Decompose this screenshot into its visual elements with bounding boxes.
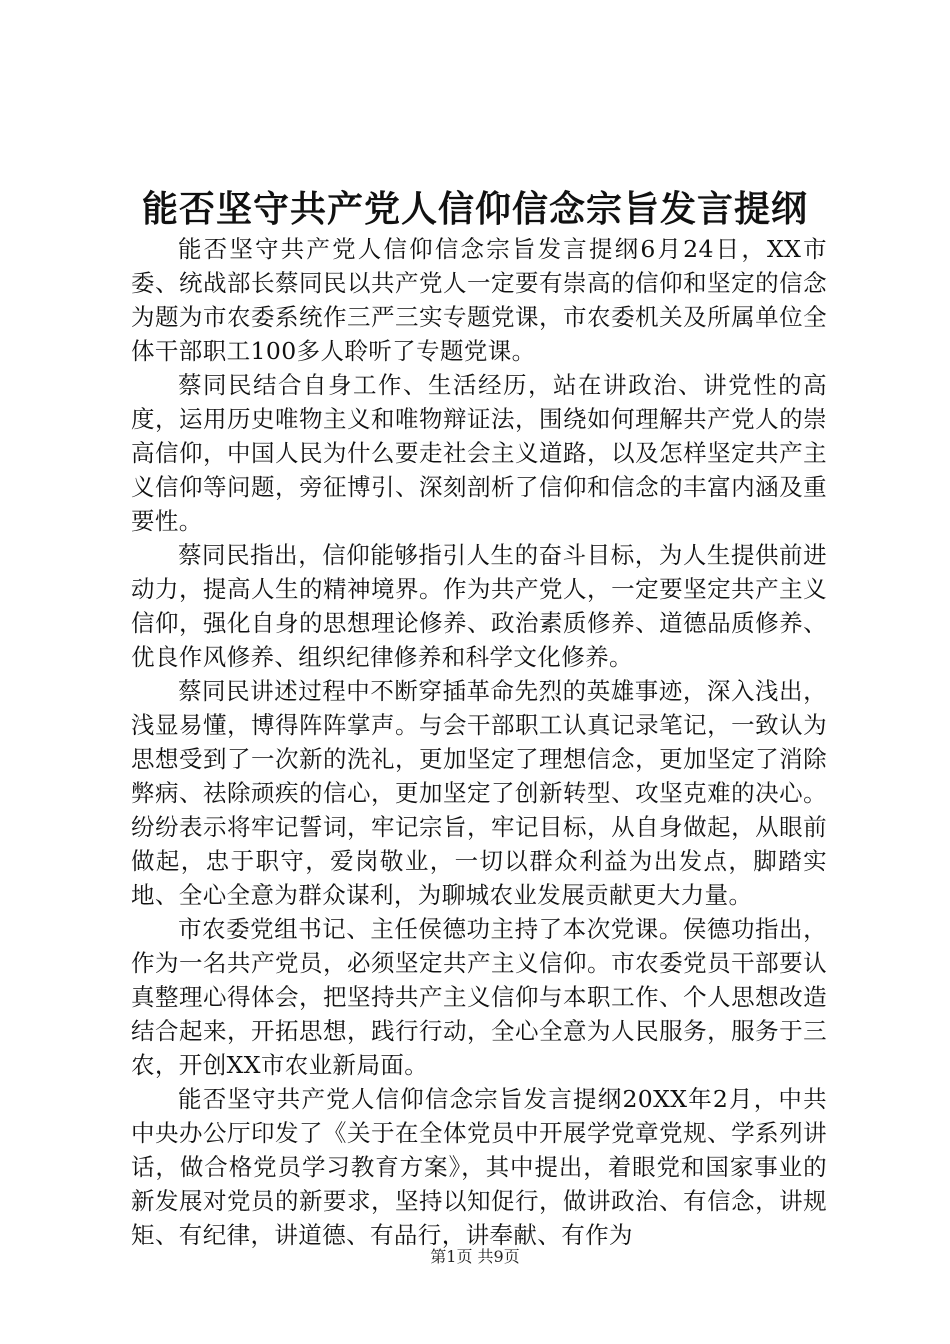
paragraph: 蔡同民指出，信仰能够指引人生的奋斗目标，为人生提供前进动力，提高人生的精神境界。作为共产党人，一定要坚定共产主义信仰，强化自身的思想理论修养、政治素质修养、道德品质修养、优良作风修养、组织纪律修养和科学文化修养。 (131, 541, 827, 671)
paragraph: 蔡同民讲述过程中不断穿插革命先烈的英雄事迹，深入浅出，浅显易懂，博得阵阵掌声。与会干部职工认真记录笔记，一致认为思想受到了一次新的洗礼，更加坚定了理想信念，更加坚定了消除弊病、祛除顽疾的信心，更加坚定了创新转型、攻坚克难的决心。纷纷表示将牢记誓词，牢记宗旨，牢记目标，从自身做起，从眼前做起，忠于职守，爱岗敬业，一切以群众利益为出发点，脚踏实地、全心全意为群众谋利，为聊城农业发展贡献更大力量。 (131, 677, 827, 909)
page-number-footer: 第1页 共9页 (430, 1247, 520, 1266)
paragraph: 能否坚守共产党人信仰信念宗旨发言提纲20XX年2月，中共中央办公厅印发了《关于在全体党员中开展学党章党规、学系列讲话，做合格党员学习教育方案》，其中提出，着眼党和国家事业的新发展对党员的新要求，坚持以知促行，做讲政治、有信念，讲规矩、有纪律，讲道德、有品行，讲奉献、有作为 (131, 1085, 827, 1249)
document-body (131, 232, 827, 1252)
paragraph: 市农委党组书记、主任侯德功主持了本次党课。侯德功指出，作为一名共产党员，必须坚定共产主义信仰。市农委党员干部要认真整理心得体会，把坚持共产主义信仰与本职工作、个人思想改造结合起来，开拓思想，践行行动，全心全意为人民服务，服务于三农，开创XX市农业新局面。 (131, 915, 827, 1079)
document-title: 能否坚守共产党人信仰信念宗旨发言提纲 (141, 189, 808, 230)
paragraph: 蔡同民结合自身工作、生活经历，站在讲政治、讲党性的高度，运用历史唯物主义和唯物辩证法，围绕如何理解共产党人的崇高信仰，中国人民为什么要走社会主义道路，以及怎样坚定共产主义信仰等问题，旁征博引、深刻剖析了信仰和信念的丰富内涵及重要性。 (131, 371, 827, 535)
paragraph: 能否坚守共产党人信仰信念宗旨发言提纲6月24日，XX市委、统战部长蔡同民以共产党人一定要有崇高的信仰和坚定的信念为题为市农委系统作三严三实专题党课，市农委机关及所属单位全体干部职工100多人聆听了专题党课。 (131, 235, 827, 365)
